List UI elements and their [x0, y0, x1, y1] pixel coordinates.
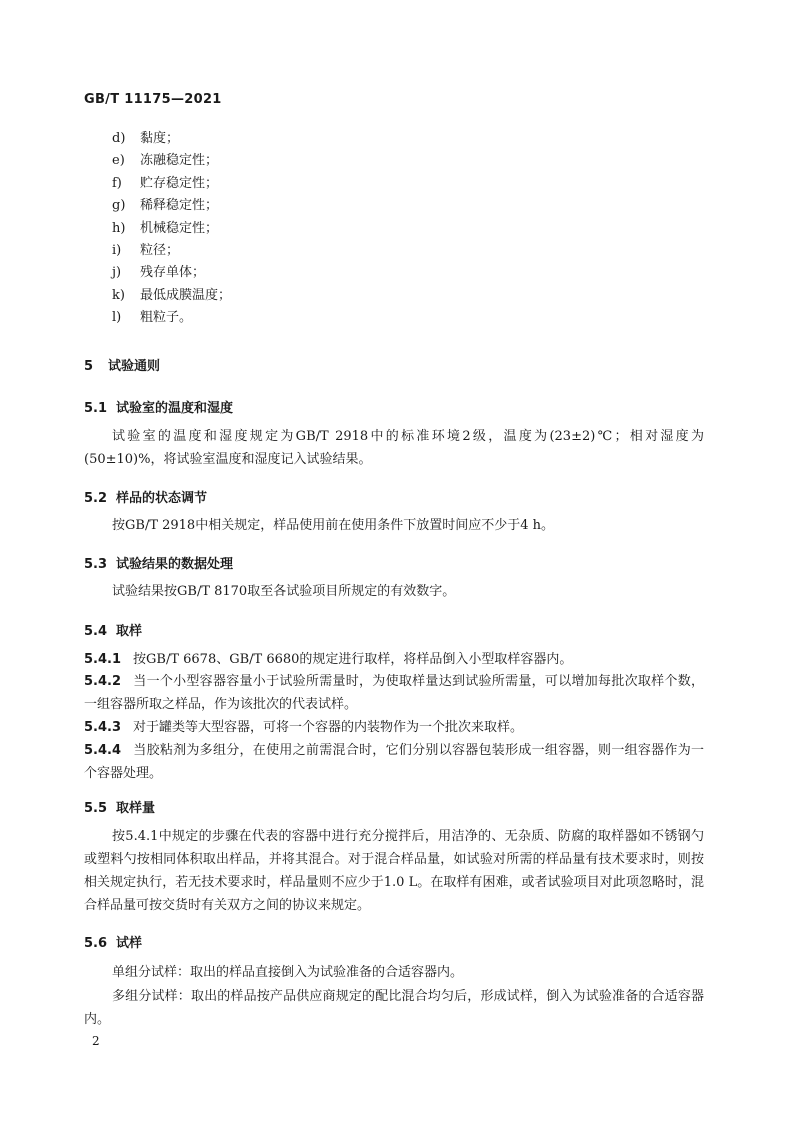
property-list [112, 128, 231, 330]
section-title: 样品的状态调节 [116, 491, 208, 506]
paragraph-5-6-single: 单组分试样：取出的样品直接倒入为试验准备的合适容器内。 [112, 965, 464, 980]
section-heading-5-2 [84, 487, 207, 506]
section-number: 5.1 [84, 401, 108, 416]
list-text: 最低成膜温度； [140, 287, 232, 303]
list-item [112, 285, 231, 307]
list-item [112, 173, 231, 195]
section-number: 5.3 [84, 557, 108, 572]
list-text: 稀释稳定性； [140, 198, 219, 214]
clause-number: 5.4.2 [84, 674, 122, 689]
clause-number: 5.4.3 [84, 720, 122, 735]
list-marker: j) [112, 265, 122, 281]
list-text: 黏度； [140, 131, 180, 146]
list-marker: k) [112, 287, 125, 303]
list-marker: g) [112, 198, 126, 214]
section-heading-5-1 [84, 397, 233, 416]
section-number: 5.4 [84, 624, 108, 639]
section-title: 试样 [116, 936, 143, 951]
section-title: 取样量 [116, 801, 156, 816]
list-item [112, 150, 231, 172]
paragraph-5-3: 试验结果按GB/T 8170取至各试验项目所规定的有效数字。 [112, 584, 456, 599]
list-text: 粒径； [140, 242, 180, 258]
clause-text: 按GB/T 6678、GB/T 6680的规定进行取样，将样品倒入小型取样容器内。 [133, 652, 573, 667]
paragraph-5-5: 按5.4.1中规定的步骤在代表的容器中进行充分搅拌后，用洁净的、无杂质、防腐的取样器如不锈钢勺或塑料勺按相同体积取出样品，并将其混合。对于混合样品量，如试验对所需的样品量有技术要求时，则按相关规定执行，若无技术要求时，样品量则不应少于1.0 L。在取样有困难，或者试验项目对此项忽略时，混合样品量可按交货时有关双方之间的协议来规定。 [84, 829, 704, 913]
clause-number: 5.4.4 [84, 743, 122, 758]
paragraph-5-6-multi: 多组分试样：取出的样品按产品供应商规定的配比混合均匀后，形成试样，倒入为试验准备的合适容器内。 [84, 989, 704, 1027]
list-marker: f) [112, 175, 122, 191]
list-marker: e) [112, 153, 125, 169]
clause-text: 当一个小型容器容量小于试验所需量时，为使取样量达到试验所需量，可以增加每批次取样个数，一组容器所取之样品，作为该批次的代表试样。 [84, 674, 704, 712]
list-text: 粗粒子。 [140, 310, 193, 326]
list-marker: d) [112, 131, 126, 146]
section-heading-5 [84, 355, 160, 374]
clause-5-4-4 [84, 739, 704, 785]
section-title: 试验结果的数据处理 [116, 557, 234, 572]
list-text: 冻融稳定性； [140, 153, 219, 169]
section-number: 5.2 [84, 491, 108, 506]
section-heading-5-6 [84, 932, 142, 951]
clause-text: 对于罐类等大型容器，可将一个容器的内装物作为一个批次来取样。 [133, 720, 524, 735]
section-heading-5-4 [84, 620, 142, 639]
paragraph-5-2: 按GB/T 2918中相关规定，样品使用前在使用条件下放置时间应不少于4 h。 [112, 518, 554, 533]
section-title: 试验室的温度和湿度 [116, 401, 234, 416]
clause-5-4-3 [84, 716, 704, 739]
list-item [112, 128, 231, 150]
page-number: 2 [92, 1034, 100, 1048]
section-number: 5.5 [84, 801, 108, 816]
list-text: 贮存稳定性； [140, 175, 219, 191]
list-marker: h) [112, 220, 126, 236]
section-title: 取样 [116, 624, 143, 639]
standard-number-header: GB/T 11175—2021 [84, 92, 222, 107]
section-number: 5 [84, 359, 94, 374]
clause-text: 当胶粘剂为多组分，在使用之前需混合时，它们分别以容器包装形成一组容器，则一组容器作为一个容器处理。 [84, 743, 704, 781]
list-marker: l) [112, 310, 122, 326]
section-number: 5.6 [84, 936, 108, 951]
list-item [112, 307, 231, 329]
clause-5-4-2 [84, 670, 704, 716]
list-item [112, 218, 231, 240]
clause-5-4-1 [84, 648, 704, 671]
section-heading-5-3 [84, 553, 233, 572]
paragraph-5-1: 试验室的温度和湿度规定为GB/T 2918中的标准环境2级，温度为(23±2)℃；相对湿度为(50±10)%，将试验室温度和湿度记入试验结果。 [84, 429, 704, 467]
list-text: 残存单体； [140, 265, 206, 281]
list-item [112, 262, 231, 284]
section-title: 试验通则 [108, 359, 161, 374]
list-text: 机械稳定性； [140, 220, 219, 236]
list-item [112, 195, 231, 217]
list-item [112, 240, 231, 262]
clause-number: 5.4.1 [84, 652, 122, 667]
list-marker: i) [112, 242, 122, 258]
section-heading-5-5 [84, 797, 155, 816]
